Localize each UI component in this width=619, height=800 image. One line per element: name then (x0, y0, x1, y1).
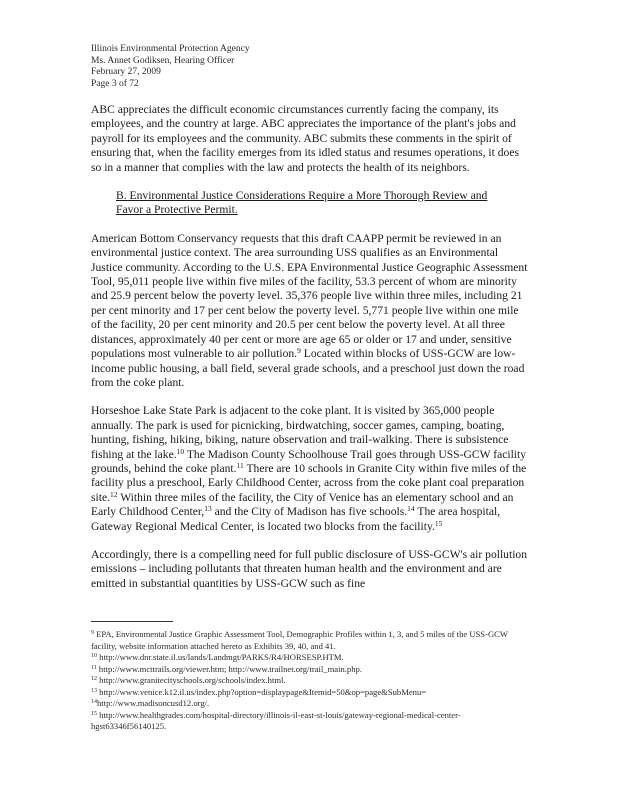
footnote-text: EPA, Environmental Justice Graphic Assessment Tool, Demographic Profiles within 1, 3, and 5 miles of the USS-GCW facility, website information attached hereto as Exhibits 39, 40, and 41. (91, 629, 508, 651)
footnote (91, 675, 531, 687)
section-heading: B. Environmental Justice Considerations Require a More Thorough Review and Favor a Protective Permit. (116, 189, 488, 217)
footnote (91, 629, 531, 652)
horseshoe-lake-paragraph (91, 404, 531, 534)
footnote-text: http://www.madisoncusd12.org/. (97, 698, 210, 708)
letter-body (91, 103, 531, 605)
header-agency: Illinois Environmental Protection Agency (91, 44, 250, 54)
footnote (91, 664, 531, 676)
header-officer: Ms. Annet Godiksen, Hearing Officer (91, 55, 235, 66)
footnote-ref: 14 (407, 504, 415, 514)
footnote-ref: 15 (434, 518, 443, 528)
footnote-ref: 10 (176, 446, 185, 456)
footnote-ref: 13 (204, 504, 212, 514)
park-text-d: Within three miles of the facility, the City of Venice has an elementary school and an Early Childhood Center, (91, 490, 514, 519)
header-page-number: Page 3 of 72 (91, 78, 139, 89)
footnote-number: 13 (91, 687, 97, 694)
footnote-text: http://www.mcttrails.org/viewer.htm; http://www.trailnet.org/trail_main.php. (96, 663, 362, 674)
footnote-number: 11 (91, 664, 97, 671)
footnote-ref: 12 (110, 489, 118, 499)
footnote-number: 12 (91, 676, 97, 682)
footnote (91, 687, 531, 699)
footnote-number: 9 (91, 630, 94, 636)
footnote-number: 14 (91, 699, 97, 705)
footnote-text: http://www.dnr.state.il.us/lands/Landmgt/PARKS/R4/HORSESP.HTM. (97, 652, 344, 662)
footnote-text: http://www.venice.k12.il.us/index.php?option=displaypage&Itemid=50&op=page&SubMenu= (97, 686, 427, 697)
ej-text-tail: Located within blocks of USS-GCW are low-income public housing, a ball field, several grade schools, and a preschool just down the road from the coke plant. (91, 347, 525, 389)
ej-text: American Bottom Conservancy requests that this draft CAAPP permit be reviewed in an environmental justice context. The area surrounding USS qualifies as an Environmental Justice community. According to the U.S. EPA Environmental Justice Geographic Assessment Tool, 95,011 people live within five miles of the facility, 53.3 percent of whom are minority and 25.9 percent below the poverty level. 35,376 people live within three miles, including 21 per cent minority and 17 per cent below the poverty level. 5,771 people live within one mile of the facility, 20 per cent minority and 20.5 per cent below the poverty level. At all three distances, approximately 40 per cent or more are age 65 or older or 17 and under, sensitive populations most vulnerable to air pollution. (91, 231, 528, 361)
park-text-c: There are 10 schools in Granite City within five miles of the facility plus a preschool, Early Childhood Center, across from the coke plant coal preparation site. (91, 461, 527, 504)
park-text-b: The Madison County Schoolhouse Trail goes through USS-GCW facility grounds, behind the coke plant. (91, 447, 527, 475)
footnote (91, 710, 531, 733)
disclosure-paragraph: Accordingly, there is a compelling need for full public disclosure of USS-GCW's air pollution emissions – including pollutants that threaten human health and the environment and are emitted in substantial quantities by USS-GCW such as fine (91, 547, 528, 590)
park-text-e: and the City of Madison has five schools. (211, 505, 408, 519)
park-text-f: The area hospital, Gateway Regional Medical Center, is located two blocks from the facility. (91, 505, 501, 533)
footnote (91, 698, 531, 710)
intro-paragraph: ABC appreciates the difficult economic circumstances currently facing the company, its employees, and the country at large. ABC appreciates the importance of the plant's jobs and payroll for its employees and the community. ABC submits these comments in the spirit of ensuring that, when the facility emerges from its idled status and resumes operations, it does so in a manner that complies with the law and protects the health of its neighbors. (91, 103, 520, 174)
letter-header (91, 44, 250, 90)
footnote-ref: 11 (236, 460, 244, 470)
header-date: February 27, 2009 (91, 67, 161, 77)
footnotes (91, 629, 531, 733)
environmental-justice-paragraph (91, 232, 531, 390)
footnote (91, 652, 531, 664)
footnote-number: 15 (91, 710, 97, 717)
footnote-text: http://www.granitecityschools.org/schools/index.html. (97, 675, 286, 685)
footnote-ref: 9 (297, 346, 301, 356)
footnote-number: 10 (91, 653, 97, 659)
footnote-divider (91, 621, 173, 622)
park-text-a: Horseshoe Lake State Park is adjacent to the coke plant. It is visited by 365,000 people annually. The park is used for picnicking, birdwatching, soccer games, camping, boating, hunting, fishing, hiking, biking, nature observation and trail-walking. There is subsistence fishing at the lake. (91, 404, 509, 461)
footnote-text: http://www.healthgrades.com/hospital-directory/illinois-il-east-st-louis/gateway-regional-medical-center-hgst63346f56140125. (91, 709, 461, 731)
